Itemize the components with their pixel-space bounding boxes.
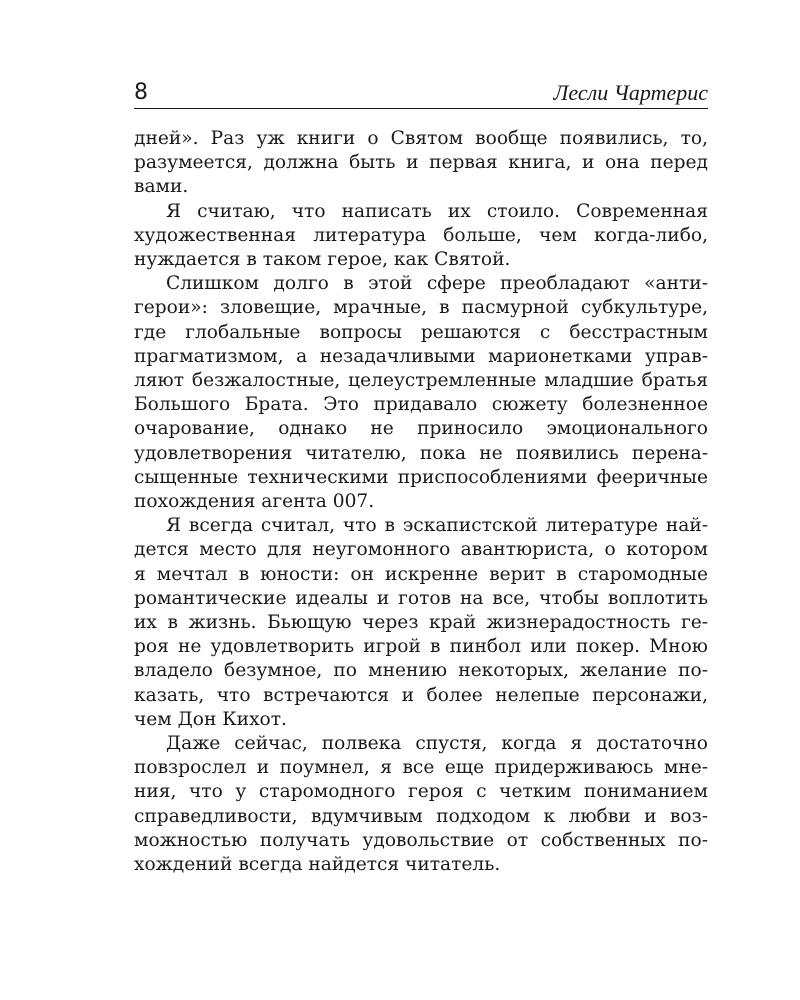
text-line: сыщенные техническими приспособлениями фееричные bbox=[134, 466, 708, 488]
paragraph-1 bbox=[134, 127, 708, 200]
text-line: можностью получать удовольствие от собственных по- bbox=[134, 829, 708, 851]
text-line: Я всегда считал, что в эскапистской литературе най- bbox=[166, 515, 708, 537]
page-header bbox=[134, 78, 708, 109]
text-line: прагматизмом, а незадачливыми марионетками управ- bbox=[134, 345, 708, 367]
text-line: дется место для неугомонного авантюриста, о котором bbox=[134, 539, 708, 561]
body-text bbox=[134, 127, 708, 877]
text-line: похождения агента 007. bbox=[134, 491, 375, 513]
text-line: Даже сейчас, полвека спустя, когда я достаточно bbox=[166, 733, 708, 755]
paragraph-5 bbox=[134, 732, 708, 877]
text-line: герои»: зловещие, мрачные, в пасмурной субкультуре, bbox=[134, 297, 708, 319]
text-line: нуждается в таком герое, как Святой. bbox=[134, 249, 511, 271]
page-number: 8 bbox=[134, 80, 148, 105]
text-line: романтические идеалы и готов на все, чтобы воплотить bbox=[134, 587, 708, 609]
text-line: чем Дон Кихот. bbox=[134, 708, 287, 730]
text-line: справедливости, вдумчивым подходом к любви и воз- bbox=[134, 805, 708, 827]
text-line: хождений всегда найдется читатель. bbox=[134, 854, 501, 876]
text-line: разумеется, должна быть и первая книга, и она перед bbox=[134, 152, 708, 174]
text-line: очарование, однако не приносило эмоционального bbox=[134, 418, 708, 440]
text-line: их в жизнь. Бьющую через край жизнерадостность ге- bbox=[134, 612, 708, 634]
text-line: я мечтал в юности: он искренне верит в старомодные bbox=[134, 563, 708, 585]
text-line: владело безумное, по мнению некоторых, желание по- bbox=[134, 660, 708, 682]
text-line: ляют безжалостные, целеустремленные младшие братья bbox=[134, 370, 708, 392]
text-line: где глобальные вопросы решаются с бесстрастным bbox=[134, 321, 708, 343]
paragraph-4 bbox=[134, 514, 708, 732]
text-line: повзрослел и поумнел, я все еще придерживаюсь мне- bbox=[134, 757, 708, 779]
text-line: художественная литература больше, чем когда-либо, bbox=[134, 224, 708, 246]
text-line: казать, что встречаются и более нелепые персонажи, bbox=[134, 684, 708, 706]
text-line: вами. bbox=[134, 176, 189, 198]
paragraph-2 bbox=[134, 200, 708, 273]
book-page bbox=[134, 78, 708, 877]
text-line: ния, что у старомодного героя с четким пониманием bbox=[134, 781, 708, 803]
text-line: Я считаю, что написать их стоило. Современная bbox=[166, 200, 708, 222]
paragraph-3 bbox=[134, 272, 708, 514]
text-line: роя не удовлетворить игрой в пинбол или покер. Мною bbox=[134, 636, 708, 658]
text-line: дней». Раз уж книги о Святом вообще появились, то, bbox=[134, 128, 708, 149]
text-line: удовлетворения читателю, пока не появились перена- bbox=[134, 442, 708, 464]
text-line: Слишком долго в этой сфере преобладают «анти- bbox=[166, 273, 708, 295]
running-head-author: Лесли Чартерис bbox=[553, 80, 708, 105]
text-line: Большого Брата. Это придавало сюжету болезненное bbox=[134, 394, 708, 416]
